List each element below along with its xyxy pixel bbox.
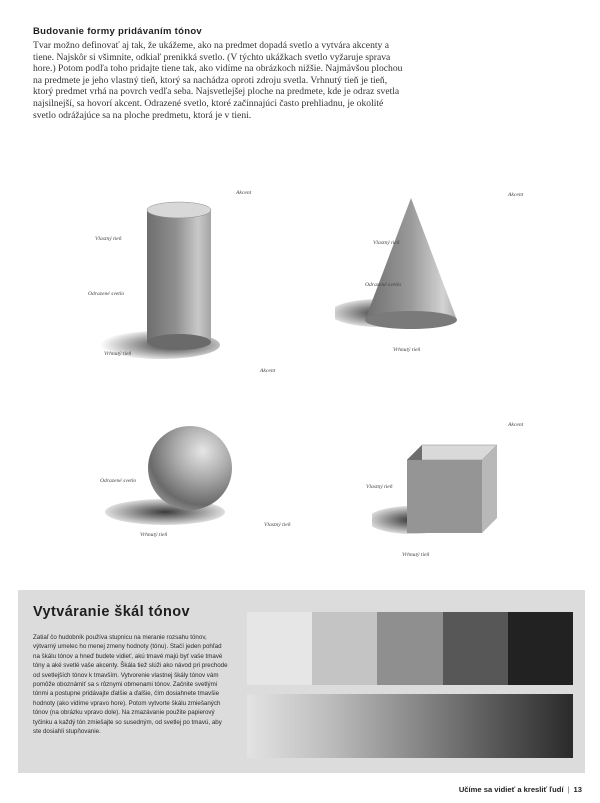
cylinder-cast-label: Vrhnutý tieň — [104, 351, 132, 357]
cube-cast-label: Vrhnutý tieň — [402, 552, 430, 558]
cylinder-own-shadow-label: Vlastný tieň — [95, 236, 122, 242]
sphere-cast-label: Vrhnutý tieň — [140, 532, 168, 538]
cone-drawing — [335, 190, 465, 340]
cube-drawing — [372, 430, 512, 540]
tone-step-3 — [377, 612, 442, 685]
footer-title: Učíme sa vidieť a kresliť ľudí — [458, 785, 564, 794]
cube-own-shadow-label: Vlastný tieň — [366, 484, 393, 490]
cube-accent-label: Akcent — [508, 422, 524, 428]
cylinder-reflected-label: Odrazené svetlo — [88, 291, 125, 297]
cone-accent-label: Akcent — [508, 192, 524, 198]
sphere-reflected-label: Odrazené svetlo — [100, 478, 137, 484]
sphere-own-shadow-label: Vlastný tieň — [264, 522, 291, 528]
sphere-drawing — [100, 400, 270, 535]
middle-accent-label: Akcent — [260, 368, 276, 374]
cone-reflected-label: Odrazené svetlo — [365, 282, 402, 288]
tone-step-1 — [247, 612, 312, 685]
page-number: 13 — [573, 785, 582, 794]
page-footer — [459, 785, 582, 794]
tone-steps — [247, 612, 573, 685]
cylinder-accent-label: Akcent — [236, 190, 252, 196]
cone-own-shadow-label: Vlastný tieň — [373, 240, 400, 246]
tone-scale-panel — [18, 590, 585, 773]
cylinder-drawing — [100, 195, 240, 370]
tone-step-4 — [443, 612, 508, 685]
intro-paragraph: Tvar možno definovať aj tak, že ukážeme, ako na predmet dopadá svetlo a vytvára akcenty a tiene. Najskôr si všimnite, odkiaľ prenikká svetlo. (V týchto ukážkach svetlo vyžaruje sprava hore.) Potom podľa toho pridajte tiene tak, ako vidíme na obrázkoch nižšie. Najmävšou plochou na predmete je jeho vlastný tieň, ktorý sa nachádza oproti zdroju svetla. Vrhnutý tieň je tieň, ktorý predmet vrhá na povrch vedľa seba. Najsvetlejšej ploche na predmete, kde je odraz svetla najsilnejší, sa hovorí akcent. Odrazené svetlo, ktoré začínnajúci často prehliadnu, je okolité svetlo odrážajúce sa na ploche predmetu, ktorá je v tieni. — [33, 40, 403, 121]
tone-scale-text: Zatiaľ čo hudobník používa stupnicu na meranie rozsahu tónov, výtvarný umelec ho menej zmeny hodnoty (tónu). Stačí jeden pohľad na škálu tónov a hneď budete vidieť, akú tmavé majú byť vaše tmavé tóny a aké svetlé vaše akcenty. Škála tiež slúži ako návod pri prechode od svetlejších tónov k tmavším. Vytvorenie vlastnej škály tónov vám pomôže oboznámiť sa s rôznymi obmenami tónov. Začnite svetlými tónmi a postupne pridávajte ďalšie a ďalšie, čím dosiahnete tmavšie hodnoty (ako vidíme vpravo hore). Potom vytvorte škálu zmiešaných tónov (na obrázku vpravo dole). Na zmazávanie použite papierový tyčinku a každý tón zmiešajte so susedným, od svetlej po tmavú, aby ste dosiahli stupňovanie. — [33, 634, 228, 736]
section-title: Budovanie formy pridávaním tónov — [33, 26, 203, 37]
footer-separator: | — [567, 785, 570, 794]
tone-step-5 — [508, 612, 573, 685]
tone-step-2 — [312, 612, 377, 685]
tone-gradient-bar — [247, 694, 573, 758]
tone-scale-title: Vytváranie škál tónov — [33, 604, 190, 620]
cone-cast-label: Vrhnutý tieň — [393, 347, 421, 353]
